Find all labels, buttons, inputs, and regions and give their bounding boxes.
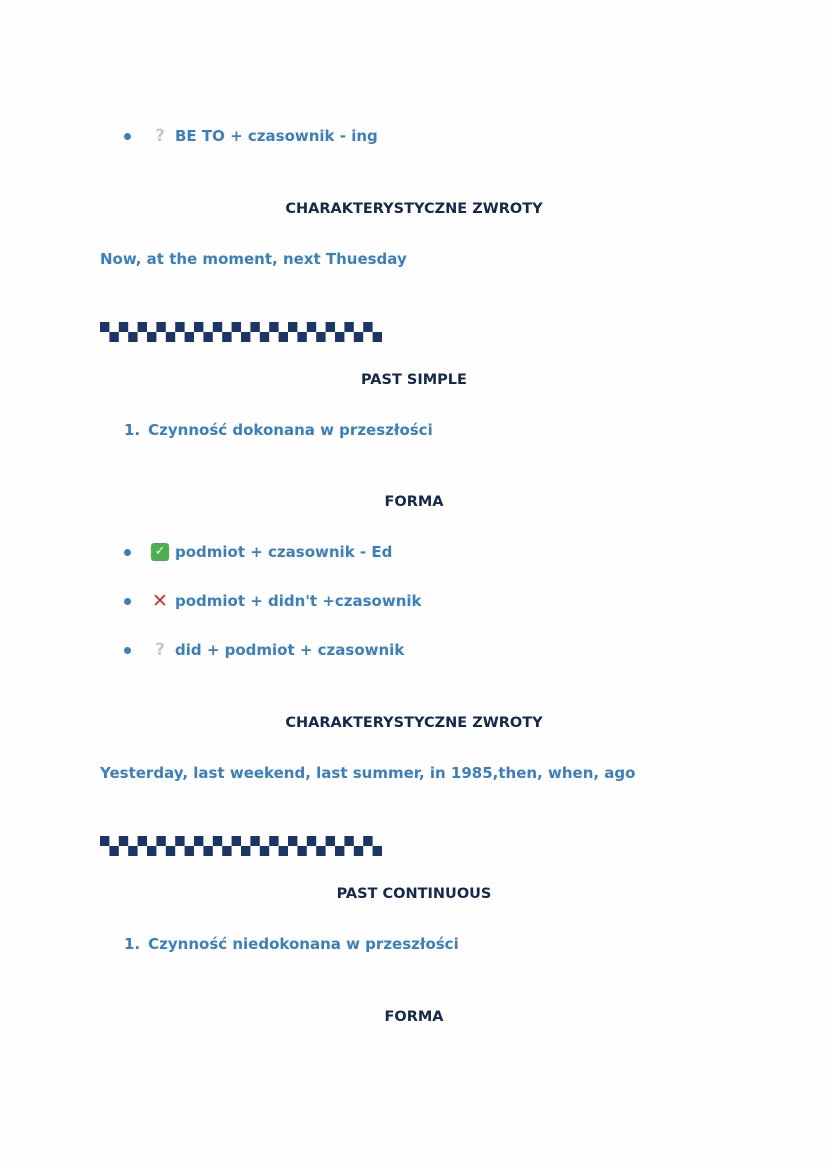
section-heading: CHARAKTERYSTYCZNE ZWROTY xyxy=(285,201,543,217)
checker-square xyxy=(156,836,165,846)
checker-square xyxy=(250,322,259,332)
checker-square xyxy=(241,846,250,856)
checker-square xyxy=(232,836,241,846)
item-text: Czynność dokonana w przeszłości xyxy=(148,421,433,439)
checker-square xyxy=(297,332,306,342)
checker-square xyxy=(138,322,147,332)
checker-square xyxy=(316,332,325,342)
section-title-past-simple: PAST SIMPLE xyxy=(361,372,467,388)
checker-square xyxy=(213,322,222,332)
item-text: Czynność niedokonana w przeszłości xyxy=(148,935,459,953)
forma-heading: FORMA xyxy=(384,494,444,510)
checker-square xyxy=(269,836,278,846)
checker-square xyxy=(119,836,128,846)
checker-square xyxy=(232,322,241,332)
checker-square xyxy=(354,846,363,856)
checker-square xyxy=(335,846,344,856)
bullet-text: BE TO + czasownik - ing xyxy=(175,127,378,145)
checker-square xyxy=(373,846,382,856)
item-number: 1. xyxy=(124,935,141,953)
checker-square xyxy=(175,322,184,332)
checker-square xyxy=(326,322,335,332)
checker-square xyxy=(185,332,194,342)
checker-square xyxy=(250,836,259,846)
checker-square xyxy=(373,332,382,342)
list-item xyxy=(124,542,392,562)
checker-square xyxy=(147,846,156,856)
checker-square xyxy=(316,846,325,856)
bullet-text: did + podmiot + czasownik xyxy=(175,641,405,659)
checker-square xyxy=(203,846,212,856)
phrases-text: Now, at the moment, next Thuesday xyxy=(100,250,407,268)
list-item xyxy=(124,640,404,660)
list-item xyxy=(124,126,378,146)
check-mark-icon: ✓ xyxy=(151,543,169,561)
checker-square xyxy=(344,322,353,332)
checker-square xyxy=(344,836,353,846)
checker-square xyxy=(166,846,175,856)
checker-square xyxy=(100,322,109,332)
checker-square xyxy=(326,836,335,846)
bullet-dot xyxy=(124,598,131,605)
checker-square xyxy=(109,846,118,856)
checker-square xyxy=(288,322,297,332)
checker-square xyxy=(260,846,269,856)
checker-square xyxy=(119,322,128,332)
checker-square xyxy=(279,846,288,856)
section-title-past-continuous: PAST CONTINUOUS xyxy=(336,886,492,902)
checker-square xyxy=(307,836,316,846)
checker-square xyxy=(260,332,269,342)
checker-square xyxy=(241,332,250,342)
checker-square xyxy=(128,846,137,856)
checker-square xyxy=(363,322,372,332)
numbered-item xyxy=(124,935,459,953)
item-number: 1. xyxy=(124,421,141,439)
cross-mark-icon: ✕ xyxy=(152,590,168,612)
numbered-item xyxy=(124,421,433,439)
checker-square xyxy=(213,836,222,846)
checker-square xyxy=(147,332,156,342)
list-item xyxy=(124,591,422,611)
checker-square xyxy=(203,332,212,342)
bullet-text: podmiot + didn't +czasownik xyxy=(175,592,422,610)
checker-square xyxy=(297,846,306,856)
checker-square xyxy=(194,836,203,846)
checker-square xyxy=(166,332,175,342)
checker-square xyxy=(100,836,109,846)
forma-heading: FORMA xyxy=(384,1009,444,1025)
checker-square xyxy=(354,332,363,342)
bullet-dot xyxy=(124,549,131,556)
checkered-divider xyxy=(100,322,382,342)
checker-square xyxy=(307,322,316,332)
checker-square xyxy=(175,836,184,846)
checker-square xyxy=(156,322,165,332)
section-heading: CHARAKTERYSTYCZNE ZWROTY xyxy=(285,715,543,731)
checker-square xyxy=(363,836,372,846)
checkered-divider xyxy=(100,836,382,856)
checker-square xyxy=(185,846,194,856)
checker-square xyxy=(194,322,203,332)
checker-square xyxy=(279,332,288,342)
bullet-dot xyxy=(124,133,131,140)
bullet-text: podmiot + czasownik - Ed xyxy=(175,543,393,561)
checker-square xyxy=(269,322,278,332)
checker-square xyxy=(222,332,231,342)
checker-square xyxy=(335,332,344,342)
checker-square xyxy=(109,332,118,342)
checker-square xyxy=(222,846,231,856)
phrases-text: Yesterday, last weekend, last summer, in 1985,then, when, ago xyxy=(100,764,636,782)
question-mark-icon: ? xyxy=(155,126,165,146)
checker-square xyxy=(288,836,297,846)
question-mark-icon: ? xyxy=(155,640,165,660)
checker-square xyxy=(128,332,137,342)
bullet-dot xyxy=(124,647,131,654)
checker-square xyxy=(138,836,147,846)
